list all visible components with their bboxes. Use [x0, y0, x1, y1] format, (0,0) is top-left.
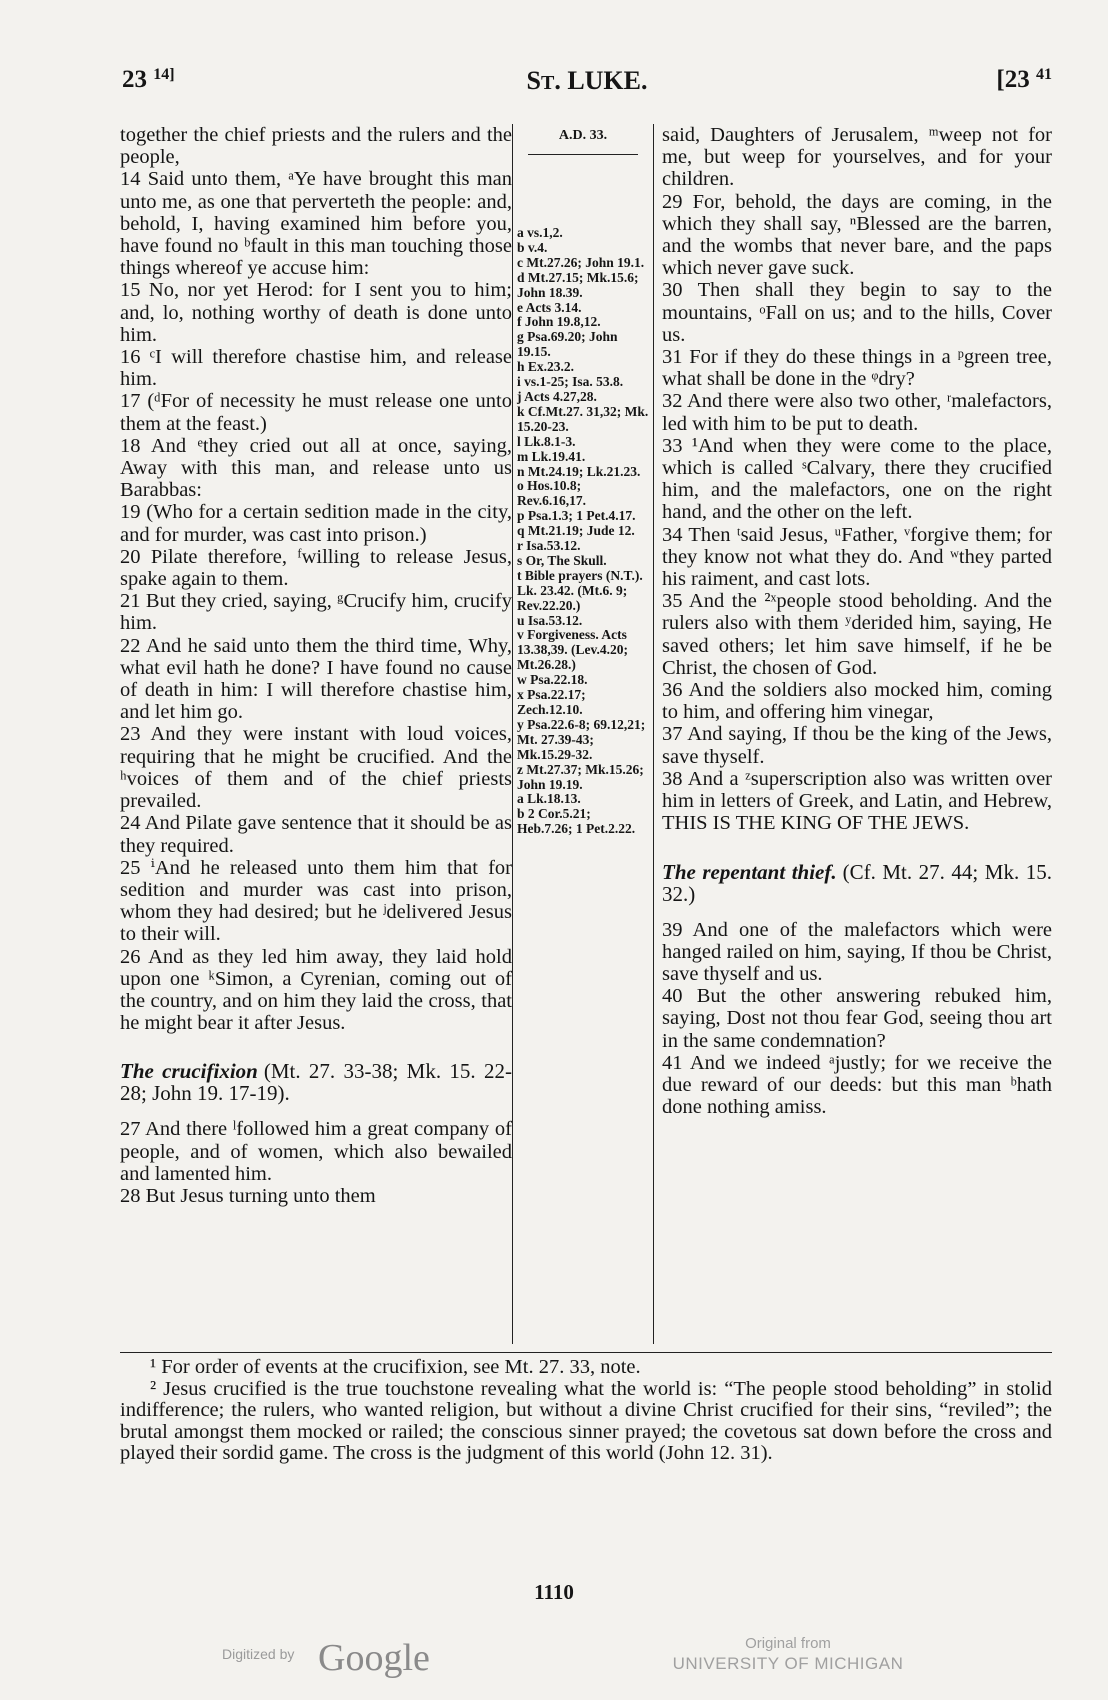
verse: 39 And one of the malefactors which were hanged railed on him, saying, If thou be Christ, save thyself and us.: [662, 918, 1052, 985]
era-label: A.D. 33.: [528, 124, 638, 155]
verse: 29 For, behold, the days are coming, in the which they shall say, ⁿBlessed are the barren, and the wombs that never bare, and the paps which never gave suck.: [662, 190, 1052, 280]
reference-entry: u Isa.53.12.: [517, 612, 583, 628]
reference-entry: b v.4.: [517, 239, 548, 255]
verse: 18 And ᵉthey cried out all at once, saying, Away with this man, and release unto us Barabbas:: [120, 434, 512, 502]
reference-entry: n Mt.24.19; Lk.21.23.: [517, 463, 641, 479]
reference-entry: i vs.1-25; Isa. 53.8.: [517, 374, 624, 390]
reference-entry: v Forgiveness. Acts 13.38,39. (Lev.4.20; Mt.26.28.): [517, 627, 628, 673]
reference-entry: c Mt.27.26; John 19.1.: [517, 254, 645, 270]
verse: 38 And a ᶻsuperscription also was written over him in letters of Greek, and Latin, and Hebrew, THIS IS THE KING OF THE JEWS.: [662, 767, 1052, 835]
verse: 30 Then shall they begin to say to the mountains, ᵒFall on us; and to the hills, Cover us.: [662, 279, 1052, 346]
header-chapter-right: [23 $^{41}$: [996, 66, 1052, 93]
verse: 37 And saying, If thou be the king of the Jews, save thyself.: [662, 723, 1052, 768]
reference-entry: e Acts 3.14.: [517, 299, 582, 315]
reference-entry: k Cf.Mt.27. 31,32; Mk. 15.20-23.: [517, 403, 649, 434]
verse: 14 Said unto them, ᵃYe have brought this man unto me, as one that perverteth the people: and, behold, I, having examined him before you, have found no ᵇfault in this man touching those things whereof ye accuse him:: [120, 168, 512, 280]
footnote: ¹ For order of events at the crucifixion, see Mt. 27. 33, note.: [150, 1356, 641, 1378]
verse: 35 And the ²ˣpeople stood beholding. And the rulers also with them ʸderided him, saying, He saved others; let him save himself, if he be Christ, the chosen of God.: [662, 590, 1052, 679]
footnotes: [120, 1352, 1052, 1465]
left-text-column: [120, 124, 512, 1207]
reference-entry: g Psa.69.20; John 19.15.: [517, 329, 618, 360]
verse: 25 ⁱAnd he released unto them him that for sedition and murder was cast into prison, whom they had desired; but he ʲdelivered Jesus to their will.: [120, 856, 512, 946]
verse: 34 Then ᵗsaid Jesus, ᵘFather, ᵛforgive them; for they know not what they do. And ʷthey parted his raiment, and cast lots.: [662, 523, 1052, 591]
verse: 21 But they cried, saying, ᵍCrucify him, crucify him.: [120, 590, 512, 635]
reference-entry: q Mt.21.19; Jude 12.: [517, 523, 635, 539]
verse: 28 But Jesus turning unto them: [120, 1184, 376, 1207]
reference-entry: t Bible prayers (N.T.). Lk. 23.42. (Mt.6. 9; Rev.22.20.): [517, 567, 643, 613]
reference-entry: z Mt.27.37; Mk.15.26; John 19.19.: [517, 761, 644, 792]
verse: 16 ᶜI will therefore chastise him, and release him.: [120, 346, 512, 391]
verse: 23 And they were instant with loud voices, requiring that he might be crucified. And the ʰvoices of them and of the chief priests prevailed.: [120, 723, 512, 813]
verse: 36 And the soldiers also mocked him, coming to him, and offering him vinegar,: [662, 679, 1052, 724]
reference-entry: x Psa.22.17; Zech.12.10.: [517, 687, 586, 717]
header-chapter-left: 23 $^{14]}$: [122, 66, 175, 93]
university-label: UNIVERSITY OF MICHIGAN: [672, 1654, 904, 1673]
reference-entry: o Hos.10.8; Rev.6.16,17.: [517, 478, 586, 509]
verse: 22 And he said unto them the third time, Why, what evil hath he done? I have found no cause of death in him: I will therefore chastise him, and let him go.: [120, 634, 512, 724]
google-logo: Google: [318, 1637, 430, 1679]
digitized-by-label: Digitized by: [222, 1646, 295, 1662]
header-book-title: ST. LUKE.: [526, 66, 648, 95]
section-heading-ref: (Cf. Mt. 27. 44; Mk. 15. 32.): [662, 859, 1052, 906]
right-text-column: [662, 124, 1052, 1118]
verse: 33 ¹And when they were come to the place, which is called ˢCalvary, there they crucified him, and the malefactors, one on the right hand, and the other on the left.: [662, 434, 1052, 524]
reference-entry: f John 19.8,12.: [517, 314, 601, 330]
reference-entry: h Ex.23.2.: [517, 359, 575, 375]
reference-entry: w Psa.22.18.: [517, 672, 588, 688]
verse: 15 No, nor yet Herod: for I sent you to him; and, lo, nothing worthy of death is done unto him.: [120, 279, 512, 346]
verse: 24 And Pilate gave sentence that it should be as they required.: [120, 812, 512, 857]
reference-entry: r Isa.53.12.: [517, 538, 581, 554]
verse: 32 And there were also two other, ʳmalefactors, led with him to be put to death.: [662, 390, 1052, 435]
footnote: ² Jesus crucified is the true touchstone revealing what the world is: “The people stood beholding” in stolid indifference; the rulers, who wanted religion, but without a divine Christ crucified for their sins, “reviled”; the brutal amongst them mocked or railed; the conscious sinner prayed; the covetous sat down before the cross and played their sordid game. The cross is the judgment of this world (John 12. 31).: [120, 1377, 1052, 1464]
original-from-watermark: [668, 1634, 908, 1674]
section-heading-title: The repentant thief.: [662, 859, 837, 884]
page-number: 1110: [534, 1580, 574, 1604]
section-heading-ref: (Mt. 27. 33-38; Mk. 15. 22-28; John 19. 17-19).: [120, 1059, 513, 1106]
reference-entry: a Lk.18.13.: [517, 791, 581, 807]
reference-entry: l Lk.8.1-3.: [517, 433, 576, 449]
section-heading-title: The crucifixion: [120, 1059, 258, 1084]
verse: 26 And as they led him away, they laid hold upon one ᵏSimon, a Cyrenian, coming out of the country, and on him they laid the cross, that he might bear it after Jesus.: [120, 945, 512, 1035]
reference-entry: d Mt.27.15; Mk.15.6; John 18.39.: [517, 269, 639, 300]
marginal-references-column: [512, 124, 654, 1344]
section-heading-repentant-thief: [662, 861, 1052, 905]
reference-entry: b 2 Cor.5.21; Heb.7.26; 1 Pet.2.22.: [517, 806, 636, 837]
section-heading-crucifixion: [120, 1060, 512, 1104]
reference-entry: s Or, The Skull.: [517, 552, 607, 568]
reference-entry: j Acts 4.27,28.: [517, 388, 597, 404]
verse: together the chief priests and the rulers and the people,: [120, 124, 512, 169]
page-header: [122, 62, 1052, 102]
reference-entry: p Psa.1.3; 1 Pet.4.17.: [517, 508, 636, 524]
verse: 27 And there ˡfollowed him a great company of people, and of women, which also bewailed and lamented him.: [120, 1118, 512, 1185]
reference-entry: m Lk.19.41.: [517, 448, 586, 464]
verse: 20 Pilate therefore, ᶠwilling to release Jesus, spake again to them.: [120, 545, 512, 591]
original-from-label: Original from: [745, 1635, 831, 1652]
reference-list: [517, 226, 649, 837]
verse: 19 (Who for a certain sedition made in the city, and for murder, was cast into prison.): [120, 501, 512, 546]
reference-entry: a vs.1,2.: [517, 225, 563, 240]
verse: 31 For if they do these things in a ᵖgreen tree, what shall be done in the ᵠdry?: [662, 346, 1052, 391]
reference-entry: y Psa.22.6-8; 69.12,21; Mt. 27.39-43; Mk.15.29-32.: [517, 716, 646, 762]
verse: 41 And we indeed ᵃjustly; for we receive the due reward of our deeds: but this man ᵇhath done nothing amiss.: [662, 1051, 1052, 1119]
verse: 17 (ᵈFor of necessity he must release one unto them at the feast.): [120, 390, 512, 435]
verse: 40 But the other answering rebuked him, saying, Dost not thou fear God, seeing thou art in the same condemnation?: [662, 985, 1052, 1052]
verse: said, Daughters of Jerusalem, ᵐweep not for me, but weep for yourselves, and for your children.: [662, 124, 1052, 191]
